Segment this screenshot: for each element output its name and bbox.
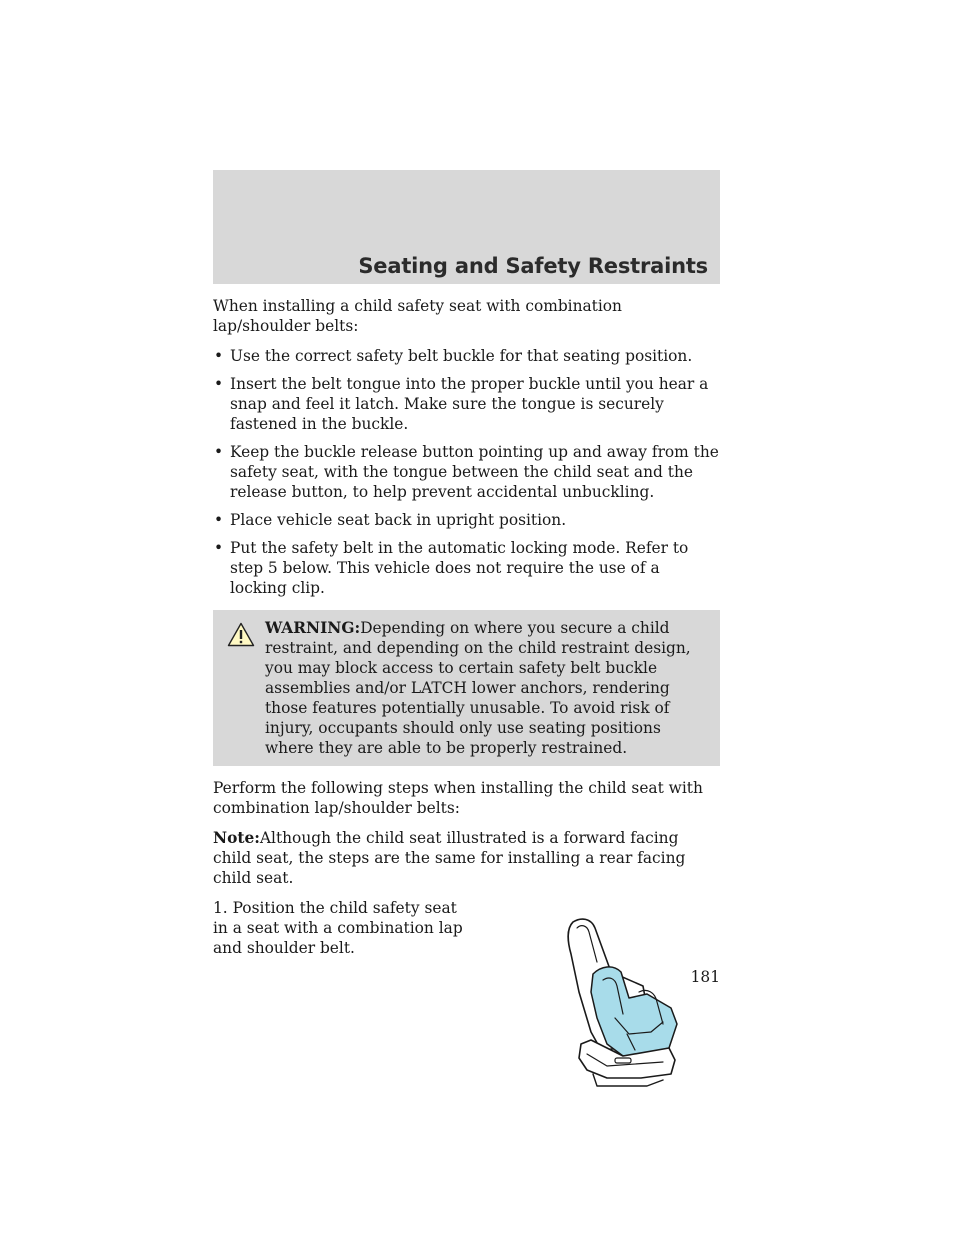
list-item-text: Place vehicle seat back in upright position. [230,511,567,529]
warning-triangle-icon [227,622,255,647]
list-item [213,510,720,530]
page-body [213,296,720,1088]
step-1-text: 1. Position the child safety seat in a seat with a combination lap and shoulder belt. [213,899,463,957]
warning-box [213,610,720,766]
page-number: 181 [690,968,720,986]
bullet-marker: • [214,443,224,461]
intro-paragraph: When installing a child safety seat with combination lap/shoulder belts: [213,297,622,335]
warning-content [215,618,714,758]
child-seat-illustration [551,914,681,1089]
list-item [213,442,720,502]
list-item-text: Keep the buckle release button pointing up and away from the safety seat, with the tongue between the child seat and the release button, to help prevent accidental unbuckling. [230,443,719,501]
list-item-text: Use the correct safety belt buckle for that seating position. [230,347,693,365]
warning-text: Depending on where you secure a child restraint, and depending on the child restraint design, you may block access to certain safety belt buckle assemblies and/or LATCH lower anchors, rendering those features potentially unusable. To avoid risk of injury, occupants should only use seating positions where they are able to be properly restrained. [265,619,691,757]
note-paragraph [213,828,720,888]
bullet-marker: • [214,511,224,529]
list-item-text: Put the safety belt in the automatic locking mode. Refer to step 5 below. This vehicle does not require the use of a locking clip. [230,539,689,597]
note-text: Although the child seat illustrated is a forward facing child seat, the steps are the same for installing a rear facing child seat. [213,829,686,887]
bullet-list [213,346,720,598]
note-label: Note: [213,829,260,847]
list-item [213,346,720,366]
list-item-text: Insert the belt tongue into the proper buckle until you hear a snap and feel it latch. Make sure the tongue is securely fastened in the buckle. [230,375,709,433]
warning-label: WARNING: [265,619,361,637]
list-item [213,374,720,434]
section-header [213,170,720,284]
list-item [213,538,720,598]
bullet-marker: • [214,375,224,393]
steps-intro: Perform the following steps when installing the child seat with combination lap/shoulder belts: [213,779,703,817]
section-title: Seating and Safety Restraints [358,254,708,278]
bullet-marker: • [214,347,224,365]
step-1 [213,898,720,1088]
bullet-marker: • [214,539,224,557]
